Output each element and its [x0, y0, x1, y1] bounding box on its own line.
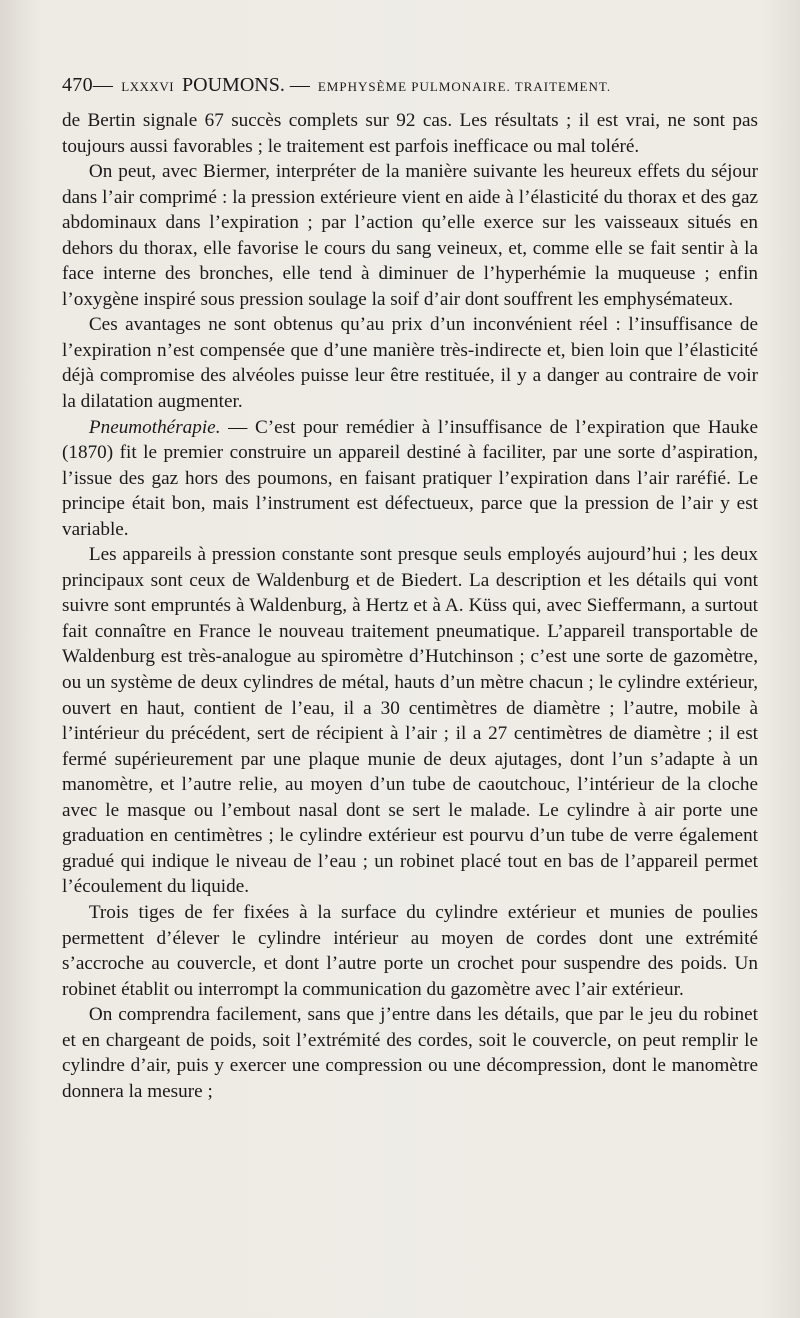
chapter-title: POUMONS. — [182, 74, 310, 96]
paragraph-text: On peut, avec Biermer, interpréter de la manière suivante les heureux effets du séjour dans l’air comprimé : la pression extérieure vient en aide à l’élasticité du thorax et des gaz abdominaux dans l’expiration ; par l’action qu’elle exerce sur les vaisseaux situés en dehors du thorax, elle favorise le cours du sang veineux, et, comme elle se fait sentir à la face interne des bronches, elle tend à diminuer de l’hyperhémie la muqueuse ; enfin l’oxygène inspiré sous pression soulage la soif d’air dont souffrent les emphysémateux. [62, 161, 758, 310]
page-number [62, 74, 113, 97]
paragraph [62, 542, 758, 900]
body-text [62, 108, 758, 1104]
paragraph-text: On comprendra facilement, sans que j’entre dans les détails, que par le jeu du robinet et en chargeant de poids, soit l’extrémité des cordes, soit le couvercle, on peut remplir le cylindre d’air, puis y exercer une compression ou une décompression, dont le manomètre donnera la mesure ; [62, 1004, 758, 1102]
paragraph [62, 108, 758, 159]
running-head [62, 74, 758, 106]
paragraph-text: Ces avantages ne sont obtenus qu’au prix d’un inconvénient réel : l’insuffisance de l’expiration n’est compensée que d’une manière très-indirecte et, bien loin que l’élasticité déjà compromise des alvéoles puisse leur être restituée, il y a danger au contraire de voir la dilatation augmenter. [62, 314, 758, 413]
paragraph-text: — C’est pour remédier à l’insuffisance de l’expiration que Hauke (1870) fit le premier construire un appareil destiné à faciliter, par une sorte d’aspiration, l’issue des gaz hors des poumons, en faisant pratiquer l’expiration dans l’air raréfié. Le principe était bon, mais l’instrument est défectueux, parce que la pression de l’air y est variable. [62, 416, 758, 540]
paragraph-text: Les appareils à pression constante sont presque seuls employés aujourd’hui ; les deux principaux sont ceux de Waldenburg et de Biedert. La description et les détails qui vont suivre sont empruntés à Waldenburg, à Hertz et à A. Küss qui, avec Sieffermann, a surtout fait connaître en France le nouveau traitement pneumatique. L’appareil transportable de Waldenburg est très-analogue au spiromètre d’Hutchinson ; c’est une sorte de gazomètre, ou un système de deux cylindres de métal, hauts d’un mètre chacun ; le cylindre extérieur, ouvert en haut, contient de l’eau, il a 30 centimètres de diamètre ; l’autre, mobile à l’intérieur du précédent, sert de récipient à l’air ; il a 27 centimètres de diamètre ; il est fermé supérieurement par une plaque munie de deux ajutages, dont l’un s’adapte à un manomètre, et l’autre relie, au moyen d’un tube de caoutchouc, l’intérieur de la cloche avec le masque ou l’embout nasal dont se sert le malade. Le cylindre à air porte une graduation en centimètres ; le cylindre extérieur est pourvu d’un tube de verre également gradué qui indique le niveau de l’eau ; un robinet placé tout en bas de l’appareil permet l’écoulement du liquide. [62, 544, 758, 898]
page-number-value: 470 [62, 74, 93, 96]
section-lead: Pneumothérapie. [88, 416, 221, 438]
section-title: EMPHYSÈME PULMONAIRE. TRAITEMENT. [317, 79, 612, 94]
paragraph [62, 415, 758, 543]
paragraph [62, 312, 758, 414]
paragraph [62, 1002, 758, 1104]
paragraph-text: de Bertin signale 67 succès complets sur 92 cas. Les résultats ; il est vrai, ne sont pas toujours aussi favorables ; le traitement est parfois inefficace ou mal toléré. [62, 110, 758, 157]
paragraph [62, 159, 758, 312]
part-number: LXXXVI [121, 79, 175, 94]
paragraph [62, 900, 758, 1002]
paragraph-text: Trois tiges de fer fixées à la surface du cylindre extérieur et munies de poulies permettent d’élever le cylindre intérieur au moyen de cordes dont une extrémité s’accroche au couvercle, et dont l’autre porte un crochet pour suspendre des poids. Un robinet établit ou interrompt la communication du gazomètre avec l’air extérieur. [62, 901, 758, 1000]
head-separator: — [92, 74, 114, 96]
